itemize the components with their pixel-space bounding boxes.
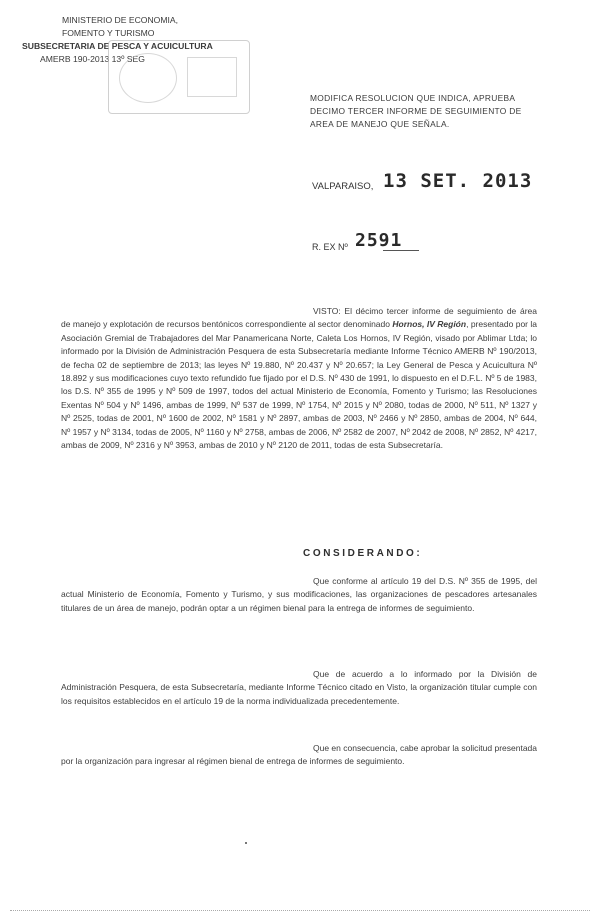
faded-stamp (108, 40, 250, 114)
visto-place-name: Hornos, IV Región (392, 319, 467, 330)
considerando-3-lead: Que en consecuencia, cabe aprobar la solicitud (313, 743, 493, 753)
visto-paragraph (61, 305, 537, 452)
considerando-3 (61, 742, 537, 769)
visto-rest: , presentado por la Asociación Gremial de Trabajadores del Mar Panamericana Norte, Caleta Los Hornos, IV Región, visado por Ablimar Ltda; lo informado por la División de Administración Pesquera de esta Subsecretaría mediante Informe Técnico AMERB Nº 190/2013, de fecha 02 de septiembre de 2013; las leyes Nº 19.880, Nº 20.437 y Nº 20.657; la Ley General de Pesca y Acuicultura Nº 18.892 y sus modificaciones cuyo texto refundido fue fijado por el D.S. Nº 430 de 1991, lo dispuesto en el D.F.L. Nº 5 de 1983, los D.S. Nº 355 de 1995 y Nº 509 de 1997, todos del actual Ministerio de Economía, Fomento y Turismo; las Resoluciones Exentas Nº 504 y Nº 1496, ambas de 1999, Nº 537 de 1999, Nº 1754, Nº 2015 y Nº 2080, todas de 2000, Nº 511, Nº 1327 y Nº 2525, todas de 2001, Nº 1600 de 2002, Nº 1581 y Nº 2897, ambas de 2003, Nº 2466 y Nº 2850, ambas de 2004, Nº 644, Nº 1957 y Nº 3134, todas de 2005, Nº 1160 y Nº 2758, ambas de 2006, Nº 2582 de 2007, Nº 2042 de 2008, Nº 2852, Nº 4217, ambas de 2009, Nº 2316 y Nº 3953, ambas de 2010 y Nº 2120 de 2011, todas de esta Subsecretaría. (61, 319, 537, 451)
resolution-prefix: R. EX Nº (312, 242, 348, 252)
ministry-line-2: FOMENTO Y TURISMO (62, 28, 155, 38)
stamp-seal-circle (119, 53, 177, 103)
considerando-2-lead: Que de acuerdo a lo informado por la División de (313, 669, 537, 679)
ministry-line-1: MINISTERIO DE ECONOMIA, (62, 15, 179, 25)
visto-line-1: área de manejo y explotación de recursos bentónicos correspondiente al sector denominado (61, 306, 537, 330)
subsecretaria-line: SUBSECRETARIA DE PESCA Y ACUICULTURA (22, 41, 213, 51)
visto-lead: VISTO: El décimo tercer informe de seguimiento de (313, 306, 517, 316)
scan-speck (245, 842, 247, 844)
page-bottom-edge (10, 910, 590, 911)
place-label: VALPARAISO, (312, 181, 374, 192)
considerando-2-rest: Administración Pesquera, de esta Subsecretaría, mediante Informe Técnico citado en Visto, la organización titular cumple con los requisitos establecidos en el artículo 19 de la norma individualizada precedentemente. (61, 682, 537, 706)
date-stamp: 13 SET. 2013 (383, 170, 533, 192)
considerando-3-rest: presentada por la organización para ingresar al régimen bienal de entrega de informes de seguimiento. (61, 743, 538, 767)
considerando-2 (61, 668, 537, 708)
reference-line: AMERB 190-2013 13º SEG (40, 54, 145, 64)
considerando-1 (61, 575, 537, 615)
resolution-number: 2591 (355, 230, 403, 251)
considerando-1-rest: 1995, del actual Ministerio de Economía, Fomento y Turismo, y sus modificaciones, las organizaciones de pescadores artesanales titulares de un área de manejo, podrán optar a un régimen bienal para la entrega de informes de seguimiento. (61, 576, 537, 613)
considerando-heading: CONSIDERANDO: (303, 548, 423, 559)
considerando-1-lead: Que conforme al artículo 19 del D.S. Nº 355 de (313, 576, 498, 586)
stamp-seal-box (187, 57, 237, 97)
resolution-subject: MODIFICA RESOLUCION QUE INDICA, APRUEBA DECIMO TERCER INFORME DE SEGUIMIENTO DE AREA DE MANEJO QUE SEÑALA. (310, 93, 522, 129)
resolution-underline (383, 250, 419, 251)
